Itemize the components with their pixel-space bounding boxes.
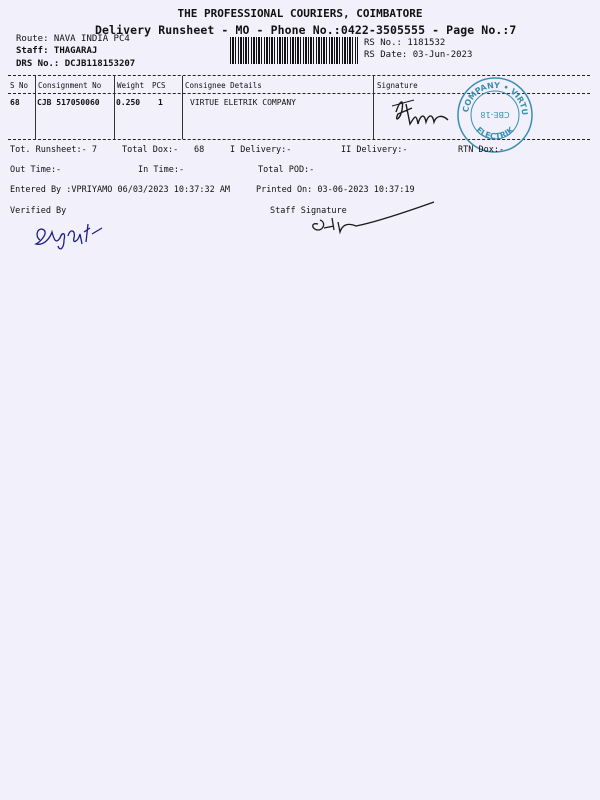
col-header-consignment: Consignment No	[38, 81, 102, 90]
verified-by-signature	[30, 218, 110, 254]
entered-by: Entered By :VPRIYAMO 06/03/2023 10:37:32 AM	[10, 185, 231, 195]
col-divider	[114, 76, 115, 139]
rtn-dox: RTN Dox:-	[458, 145, 505, 155]
barcode	[230, 37, 358, 64]
verified-by-label: Verified By	[10, 206, 67, 216]
col-divider	[182, 76, 183, 139]
company-stamp	[453, 69, 534, 154]
total-pod: Total POD:-	[258, 165, 315, 175]
out-time: Out Time:-	[10, 165, 62, 175]
col-header-pcs: PCS	[152, 81, 166, 90]
in-time: In Time:-	[138, 165, 185, 175]
col-header-consignee: Consignee Details	[185, 81, 262, 90]
total-dox-label: Total Dox:-	[122, 145, 179, 155]
drs-number: DRS No.: DCJB118153207	[16, 59, 136, 69]
cell-pcs: 1	[158, 98, 163, 107]
col-divider	[35, 76, 36, 139]
printed-on: Printed On: 03-06-2023 10:37:19	[256, 185, 415, 195]
cell-consignee: VIRTUE ELETRIK COMPANY	[190, 98, 296, 107]
rs-date: RS Date: 03-Jun-2023	[364, 50, 473, 60]
cell-consignment-no: CJB 517050060	[37, 98, 100, 107]
col-header-weight: Weight	[117, 81, 145, 90]
staff-signature	[306, 200, 446, 242]
col-divider	[373, 76, 374, 139]
cell-sno: 68	[10, 98, 20, 107]
total-dox-value: 68	[194, 145, 205, 155]
staff-label: Staff: THAGARAJ	[16, 46, 98, 56]
stamp-bottom-text: ELECTRIK	[474, 125, 516, 142]
stamp-top-text: COMPANY • VIRTUE	[453, 69, 530, 116]
runsheet-subtitle: Delivery Runsheet - MO - Phone No.:0422-3505555 - Page No.:7	[95, 23, 517, 37]
col-header-signature: Signature	[377, 81, 418, 90]
ii-delivery: II Delivery:-	[341, 145, 408, 155]
cell-weight: 0.250	[116, 98, 141, 107]
col-header-sno: S No	[10, 81, 29, 90]
total-runsheet: Tot. Runsheet:- 7	[10, 145, 97, 155]
svg-text:ELECTRIK	[474, 125, 516, 141]
staff-signature-label: Staff Signature	[270, 206, 347, 216]
company-title: THE PROFESSIONAL COURIERS, COIMBATORE	[177, 7, 423, 20]
rs-number: RS No.: 1181532	[364, 38, 446, 48]
route-label: Route: NAVA INDIA PC4	[16, 34, 130, 44]
stamp-center-text: CBE-18	[480, 110, 510, 119]
i-delivery: I Delivery:-	[230, 145, 292, 155]
